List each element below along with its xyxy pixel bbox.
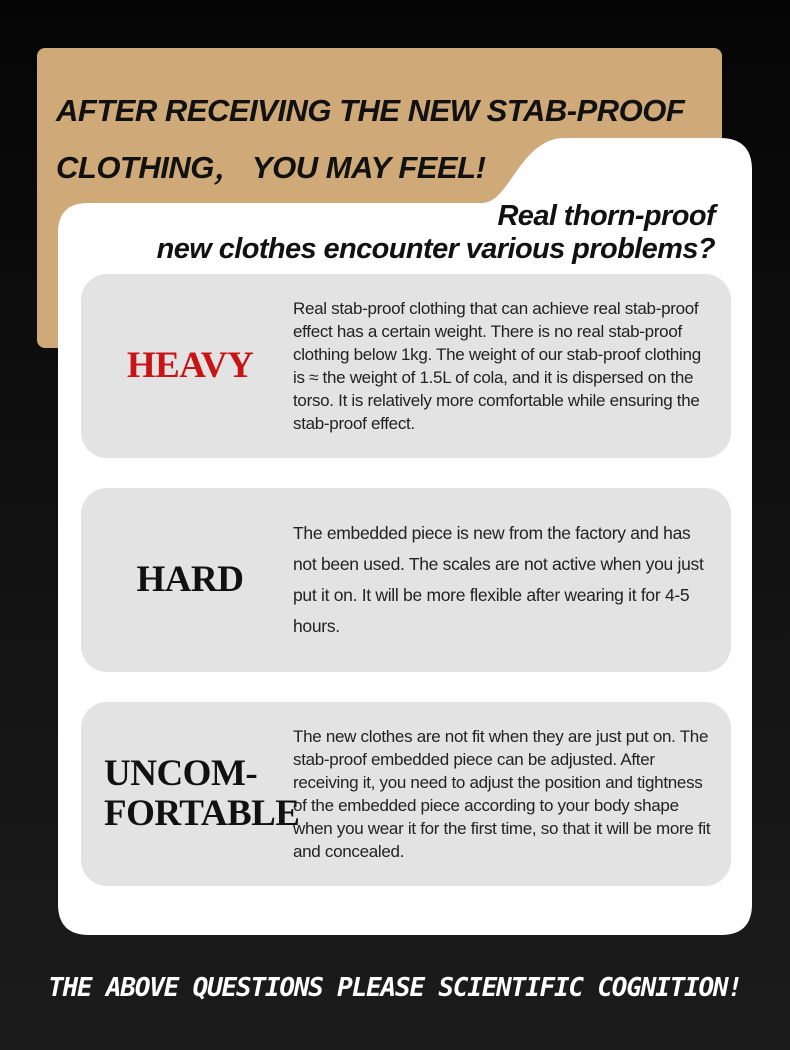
problem-label-uncomfortable-line-2: FORTABLE <box>104 793 300 834</box>
problem-label-uncomfortable-line-1: UNCOM- <box>104 753 258 794</box>
problem-description-heavy <box>293 274 713 458</box>
footer-banner: THE ABOVE QUESTIONS PLEASE SCIENTIFIC COGNITION! <box>48 973 742 1003</box>
subtitle-line-1: Real thorn-proof <box>497 200 715 232</box>
problem-card-heavy <box>81 274 731 458</box>
subtitle <box>157 200 715 266</box>
problem-label-heavy: HEAVY <box>126 345 254 386</box>
problem-description-uncomfortable <box>293 702 713 886</box>
headline-line-2: CLOTHING， YOU MAY FEEL! <box>56 150 486 185</box>
problem-description-uncomfortable-text: The new clothes are not fit when they are just put on. The stab-proof embedded piece can be adjusted. After receiving it, you need to adjust the position and tightness of the embedded piece according to your body shape when you wear it for the first time, so that it will be more fit and concealed. <box>293 727 711 861</box>
problem-label-uncomfortable <box>79 702 304 886</box>
problem-description-hard <box>293 488 713 672</box>
problem-card-uncomfortable <box>81 702 731 886</box>
problem-description-hard-text: The embedded piece is new from the factory and has not been used. The scales are not active when you just put it on. It will be more flexible after wearing it for 4-5 hours. <box>293 523 704 636</box>
headline-line-1: AFTER RECEIVING THE NEW STAB-PROOF <box>56 93 685 128</box>
problem-description-heavy-text: Real stab-proof clothing that can achieve real stab-proof effect has a certain weight. There is no real stab-proof clothing below 1kg. The weight of our stab-proof clothing is ≈ the weight of 1.5L of cola, and it is dispersed on the torso. It is relatively more comfortable while ensuring the stab-proof effect. <box>293 299 701 433</box>
subtitle-line-2: new clothes encounter various problems? <box>156 233 715 265</box>
problem-label-hard: HARD <box>136 559 244 600</box>
problem-card-hard <box>81 488 731 672</box>
